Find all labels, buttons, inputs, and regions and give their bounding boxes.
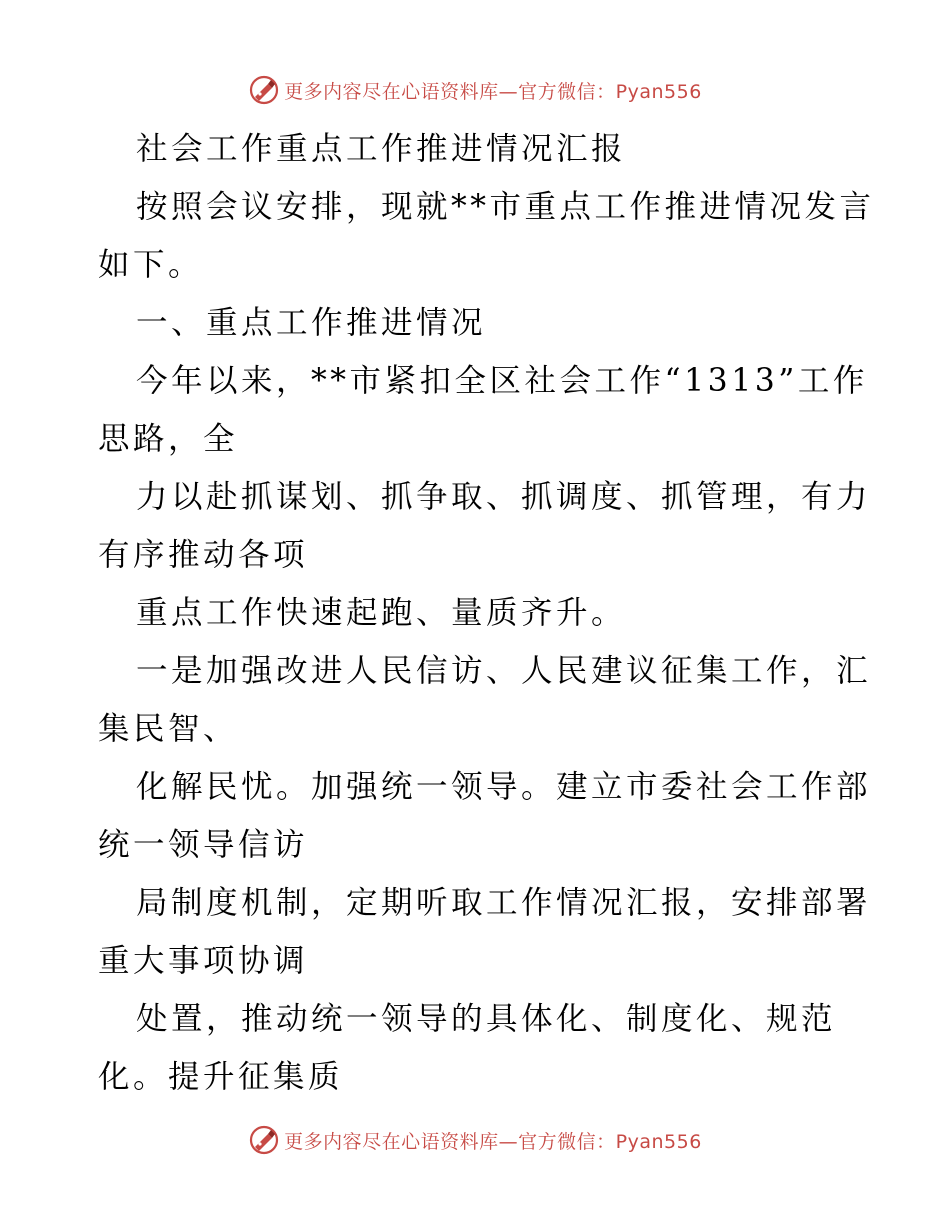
footer-watermark	[0, 1120, 950, 1160]
paragraph-line: 如下。	[98, 247, 204, 283]
paragraph-line: 统一领导信访	[98, 827, 309, 863]
paragraph-line: 重大事项协调	[98, 943, 309, 979]
paragraph-line: 一是加强改进人民信访、人民建议征集工作，汇	[136, 653, 872, 689]
document-title: 社会工作重点工作推进情况汇报	[136, 131, 627, 167]
pen-logo-icon	[248, 74, 280, 106]
watermark-text: 更多内容尽在心语资料库—官方微信：Pyan556	[284, 80, 702, 103]
paragraph-line: 按照会议安排，现就**市重点工作推进情况发言	[136, 189, 875, 225]
paragraph-line: 集民智、	[98, 711, 239, 747]
paragraph-line: 处置，推动统一领导的具体化、制度化、规范	[136, 1001, 837, 1037]
paragraph-line: 重点工作快速起跑、量质齐升。	[136, 595, 627, 631]
paragraph-line: 局制度机制，定期听取工作情况汇报，安排部署	[136, 885, 872, 921]
pen-logo-icon	[248, 1124, 280, 1156]
paragraph-line: 今年以来，**市紧扣全区社会工作“1313”工作	[136, 363, 868, 399]
paragraph-line: 化。提升征集质	[98, 1059, 344, 1095]
document-body	[98, 120, 875, 1106]
paragraph-line: 有序推动各项	[98, 537, 309, 573]
watermark-text: 更多内容尽在心语资料库—官方微信：Pyan556	[284, 1130, 702, 1153]
paragraph-line: 力以赴抓谋划、抓争取、抓调度、抓管理，有力	[136, 479, 872, 515]
section-heading: 一、重点工作推进情况	[136, 305, 487, 341]
paragraph-line: 化解民忧。加强统一领导。建立市委社会工作部	[136, 769, 872, 805]
header-watermark	[0, 70, 950, 110]
paragraph-line: 思路，全	[98, 421, 239, 457]
